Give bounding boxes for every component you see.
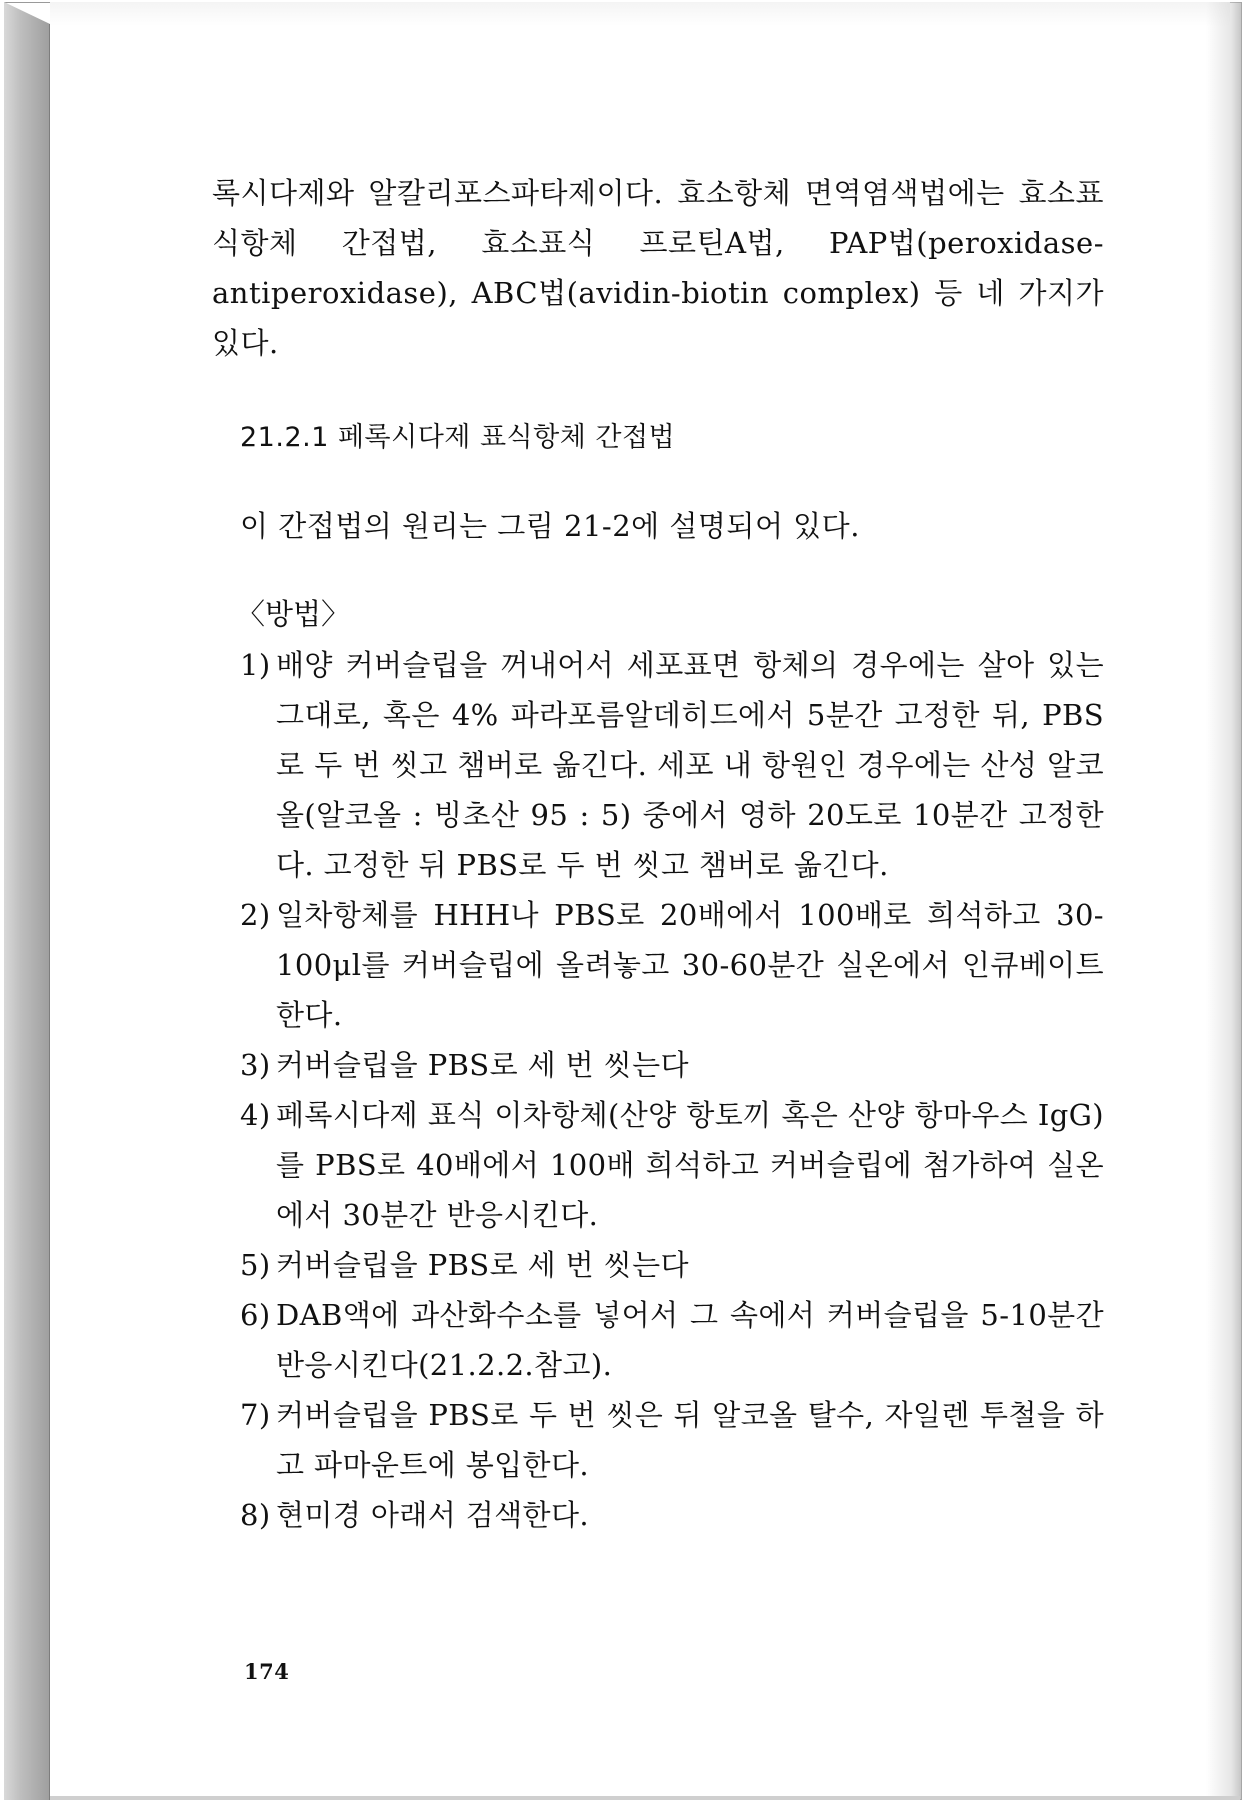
method-heading: 〈방법〉 (236, 597, 351, 631)
method-step (240, 1290, 1104, 1390)
step-number: 3) (240, 1048, 271, 1082)
method-step (240, 1240, 1104, 1290)
page-top-edge (50, 2, 1230, 26)
step-text: 페록시다제 표식 이차항체(산양 항토끼 혹은 산양 항마우스 IgG)를 PBS로 40배에서 100배 희석하고 커버슬립에 첨가하여 실온에서 30분간 반응시킨다. (276, 1098, 1104, 1232)
page-right-shadow (1206, 2, 1242, 1800)
method-steps-list (212, 640, 1104, 1540)
method-step (240, 1390, 1104, 1490)
step-number: 4) (240, 1098, 271, 1132)
method-step (240, 1490, 1104, 1540)
section-intro-text: 이 간접법의 원리는 그림 21-2에 설명되어 있다. (240, 509, 860, 543)
step-text: 커버슬립을 PBS로 세 번 씻는다 (276, 1248, 689, 1282)
book-spine (4, 2, 50, 1800)
step-text: 커버슬립을 PBS로 두 번 씻은 뒤 알코올 탈수, 자일렌 투철을 하고 파마운트에 봉입한다. (276, 1398, 1104, 1482)
method-step (240, 1090, 1104, 1240)
intro-paragraph: 록시다제와 알칼리포스파타제이다. 효소항체 면역염색법에는 효소표식항체 간접법, 효소표식 프로틴A법, PAP법(peroxidase-antiperoxidase), ABC법(avidin-biotin complex) 등 네 가지가 있다. (212, 176, 1104, 360)
step-number: 1) (240, 648, 271, 682)
step-number: 2) (240, 898, 271, 932)
page-number: 174 (244, 1659, 290, 1684)
page-bottom-edge (50, 1796, 1240, 1800)
section-heading: 21.2.1 페록시다제 표식항체 간접법 (240, 422, 676, 453)
step-number: 8) (240, 1498, 271, 1532)
page-content (212, 168, 1104, 1540)
step-number: 5) (240, 1248, 271, 1282)
step-text: 배양 커버슬립을 꺼내어서 세포표면 항체의 경우에는 살아 있는 그대로, 혹은 4% 파라포름알데히드에서 5분간 고정한 뒤, PBS로 두 번 씻고 챔버로 옮긴다. 세포 내 항원인 경우에는 산성 알코올(알코올 : 빙초산 95 : 5) 중에서 영하 20도로 10분간 고정한다. 고정한 뒤 PBS로 두 번 씻고 챔버로 옮긴다. (276, 648, 1104, 882)
spine-edge-line (49, 24, 50, 1800)
step-text: 커버슬립을 PBS로 세 번 씻는다 (276, 1048, 689, 1082)
method-step (240, 1040, 1104, 1090)
step-text: 일차항체를 HHH나 PBS로 20배에서 100배로 희석하고 30-100μl를 커버슬립에 올려놓고 30-60분간 실온에서 인큐베이트한다. (276, 898, 1104, 1032)
step-number: 6) (240, 1298, 271, 1332)
method-step (240, 890, 1104, 1040)
step-text: 현미경 아래서 검색한다. (276, 1498, 589, 1532)
step-number: 7) (240, 1398, 271, 1432)
step-text: DAB액에 과산화수소를 넣어서 그 속에서 커버슬립을 5-10분간 반응시킨다(21.2.2.참고). (276, 1298, 1104, 1382)
method-step (240, 640, 1104, 890)
